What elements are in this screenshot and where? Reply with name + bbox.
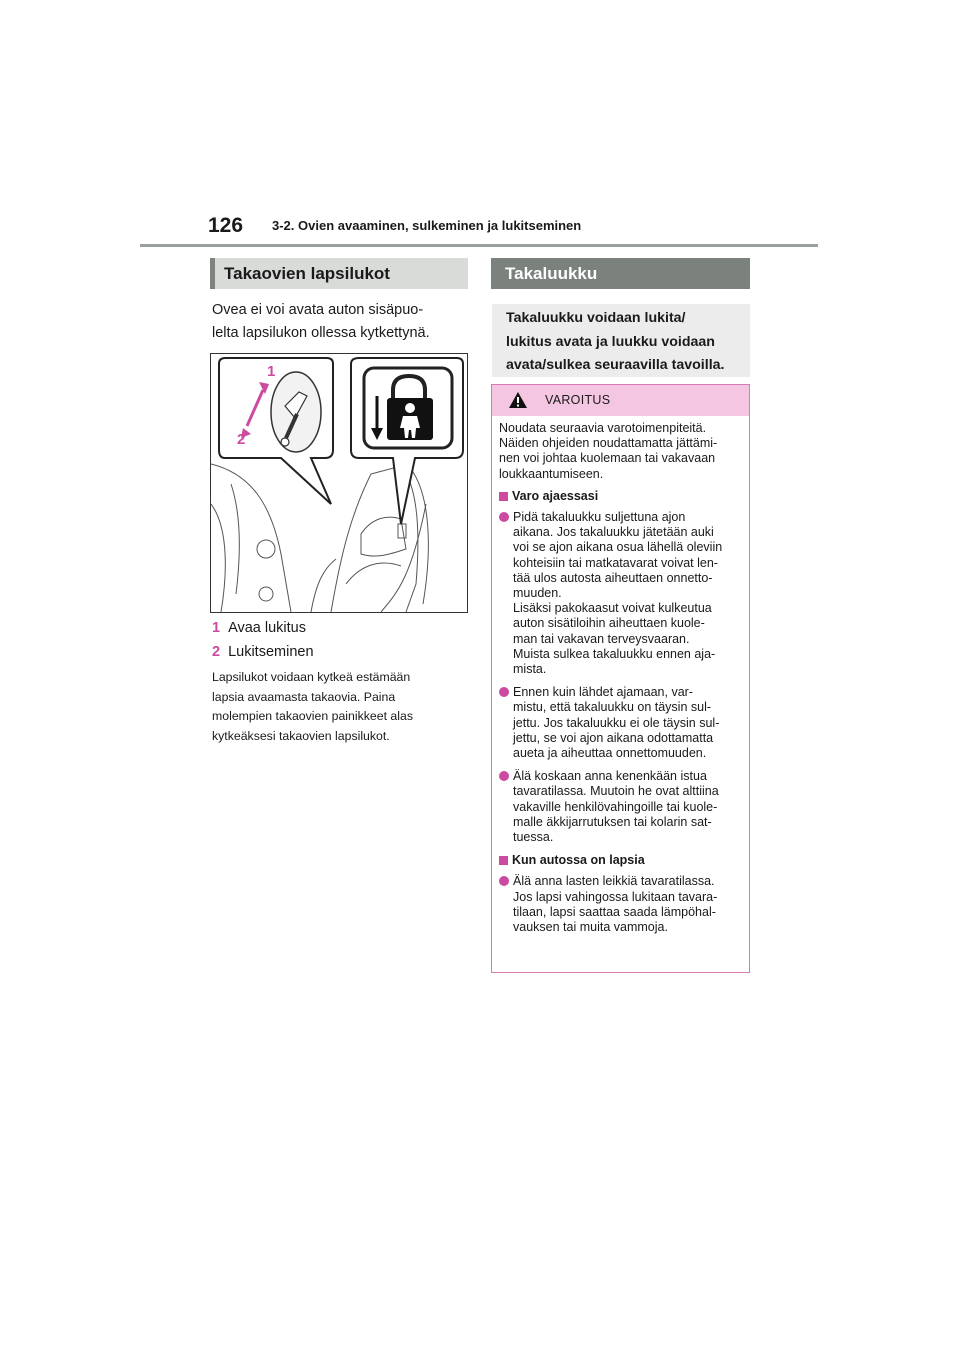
subheading-text: Kun autossa on lapsia — [512, 853, 645, 868]
item-line: aikana. Jos takaluukku jätetään auki — [513, 525, 714, 540]
item-line: jettu, se voi ajon aikana odottamatta — [513, 730, 714, 745]
legend-item-1 — [212, 620, 306, 636]
warning-intro — [499, 421, 743, 482]
item-line: jettu. Jos takaluukku ei ole täysin sul- — [513, 715, 720, 730]
intro-line: avata/sulkea seuraavilla tavoilla. — [506, 357, 725, 373]
item-line: auton sisätiloihin aiheuttaen kuole- — [513, 616, 705, 631]
callout-2: 2 — [237, 431, 246, 448]
back-door-intro — [492, 304, 750, 377]
item-line: Älä anna lasten leikkiä tavaratilassa. — [513, 874, 715, 889]
square-bullet-icon — [499, 492, 508, 501]
item-line: man tai vakavan terveysvaaran. — [513, 631, 690, 646]
bullet-dot-icon — [499, 876, 509, 886]
warning-subheading — [499, 853, 743, 868]
chapter-title: 3-2. Ovien avaaminen, sulkeminen ja lukitseminen — [272, 218, 582, 233]
bullet-dot-icon — [499, 687, 509, 697]
item-line: tää ulos autosta aiheuttaen onnetto- — [513, 570, 713, 585]
note-line: Lapsilukot voidaan kytkeä estämään — [212, 670, 411, 684]
intro-line: lukitus avata ja luukku voidaan — [506, 333, 715, 350]
lead-line: Ovea ei voi avata auton sisäpuo- — [212, 302, 424, 318]
item-line: malle äkkijarrutuksen tai kolarin sat- — [513, 814, 712, 829]
bullet-dot-icon — [499, 512, 509, 522]
warning-item — [499, 685, 743, 761]
intro-line: Takaluukku voidaan lukita/ — [506, 310, 686, 326]
item-line: muuden. — [513, 586, 562, 601]
item-line: mista. — [513, 662, 547, 677]
warning-triangle-icon — [508, 391, 528, 409]
warning-line: Näiden ohjeiden noudattamatta jättämi- — [499, 436, 718, 451]
section-heading-back-door: Takaluukku — [491, 258, 750, 289]
subheading-text: Varo ajaessasi — [512, 488, 599, 503]
legend-number: 1 — [212, 620, 221, 636]
child-lock-note — [212, 668, 472, 746]
note-line: kytkeäksesi takaovien lapsilukot. — [212, 728, 390, 743]
warning-line: Noudata seuraavia varotoimenpiteitä. — [499, 421, 707, 435]
item-line: Ennen kuin lähdet ajamaan, var- — [513, 685, 693, 700]
warning-box — [491, 384, 750, 973]
warning-line: loukkaantumiseen. — [499, 466, 604, 481]
legend-label: Avaa lukitus — [228, 620, 306, 636]
note-line: lapsia avaamasta takaovia. Paina — [212, 689, 396, 704]
page-number: 126 — [208, 214, 244, 237]
item-line: tuessa. — [513, 830, 554, 845]
item-line: voi se ajon aikana osua lähellä oleviin — [513, 540, 723, 555]
item-line: vakaville henkilövahingoille tai kuole- — [513, 799, 718, 814]
item-line: Pidä takaluukku suljettuna ajon — [513, 510, 686, 525]
warning-title: VAROITUS — [545, 393, 611, 407]
legend-number: 2 — [212, 644, 221, 660]
warning-subheading — [499, 489, 743, 504]
note-line: molempien takaovien painikkeet alas — [212, 709, 413, 723]
item-line: aueta ja aiheuttaa onnettomuuden. — [513, 746, 707, 761]
item-line: mistu, että takaluukku on täysin sul- — [513, 700, 712, 715]
warning-item — [499, 510, 743, 677]
item-line: Muista sulkea takaluukku ennen aja- — [513, 646, 716, 661]
item-line: tavaratilassa. Muutoin he ovat alttiina — [513, 784, 719, 799]
legend-label: Lukitseminen — [228, 644, 314, 660]
item-line: kohteisiin tai matkatavarat voivat len- — [513, 555, 718, 570]
warning-line: nen voi johtaa kuolemaan tai vakavaan — [499, 451, 716, 466]
child-lock-symbol-inset — [351, 358, 463, 524]
child-lock-figure — [210, 353, 468, 613]
item-line: Älä koskaan anna kenenkään istua — [513, 769, 707, 784]
lead-text — [212, 299, 472, 345]
warning-item — [499, 769, 743, 845]
square-bullet-icon — [499, 856, 508, 865]
item-line: Jos lapsi vahingossa lukitaan tavara- — [513, 889, 718, 904]
item-line: vauksen tai muita vammoja. — [513, 920, 668, 935]
lock-lever-inset — [219, 358, 333, 504]
callout-1: 1 — [267, 363, 276, 380]
warning-header — [492, 385, 749, 416]
legend-item-2 — [212, 644, 314, 660]
warning-item — [499, 874, 743, 935]
warning-body — [492, 416, 749, 935]
bullet-dot-icon — [499, 771, 509, 781]
door-illustration — [211, 354, 467, 612]
header-rule — [140, 244, 818, 247]
item-line: tilaan, lapsi saattaa saada lämpöhal- — [513, 904, 716, 919]
item-line: Lisäksi pakokaasut voivat kulkeutua — [513, 601, 712, 616]
lead-line: lelta lapsilukon ollessa kytkettynä. — [212, 325, 430, 341]
section-heading-child-locks: Takaovien lapsilukot — [210, 258, 468, 289]
